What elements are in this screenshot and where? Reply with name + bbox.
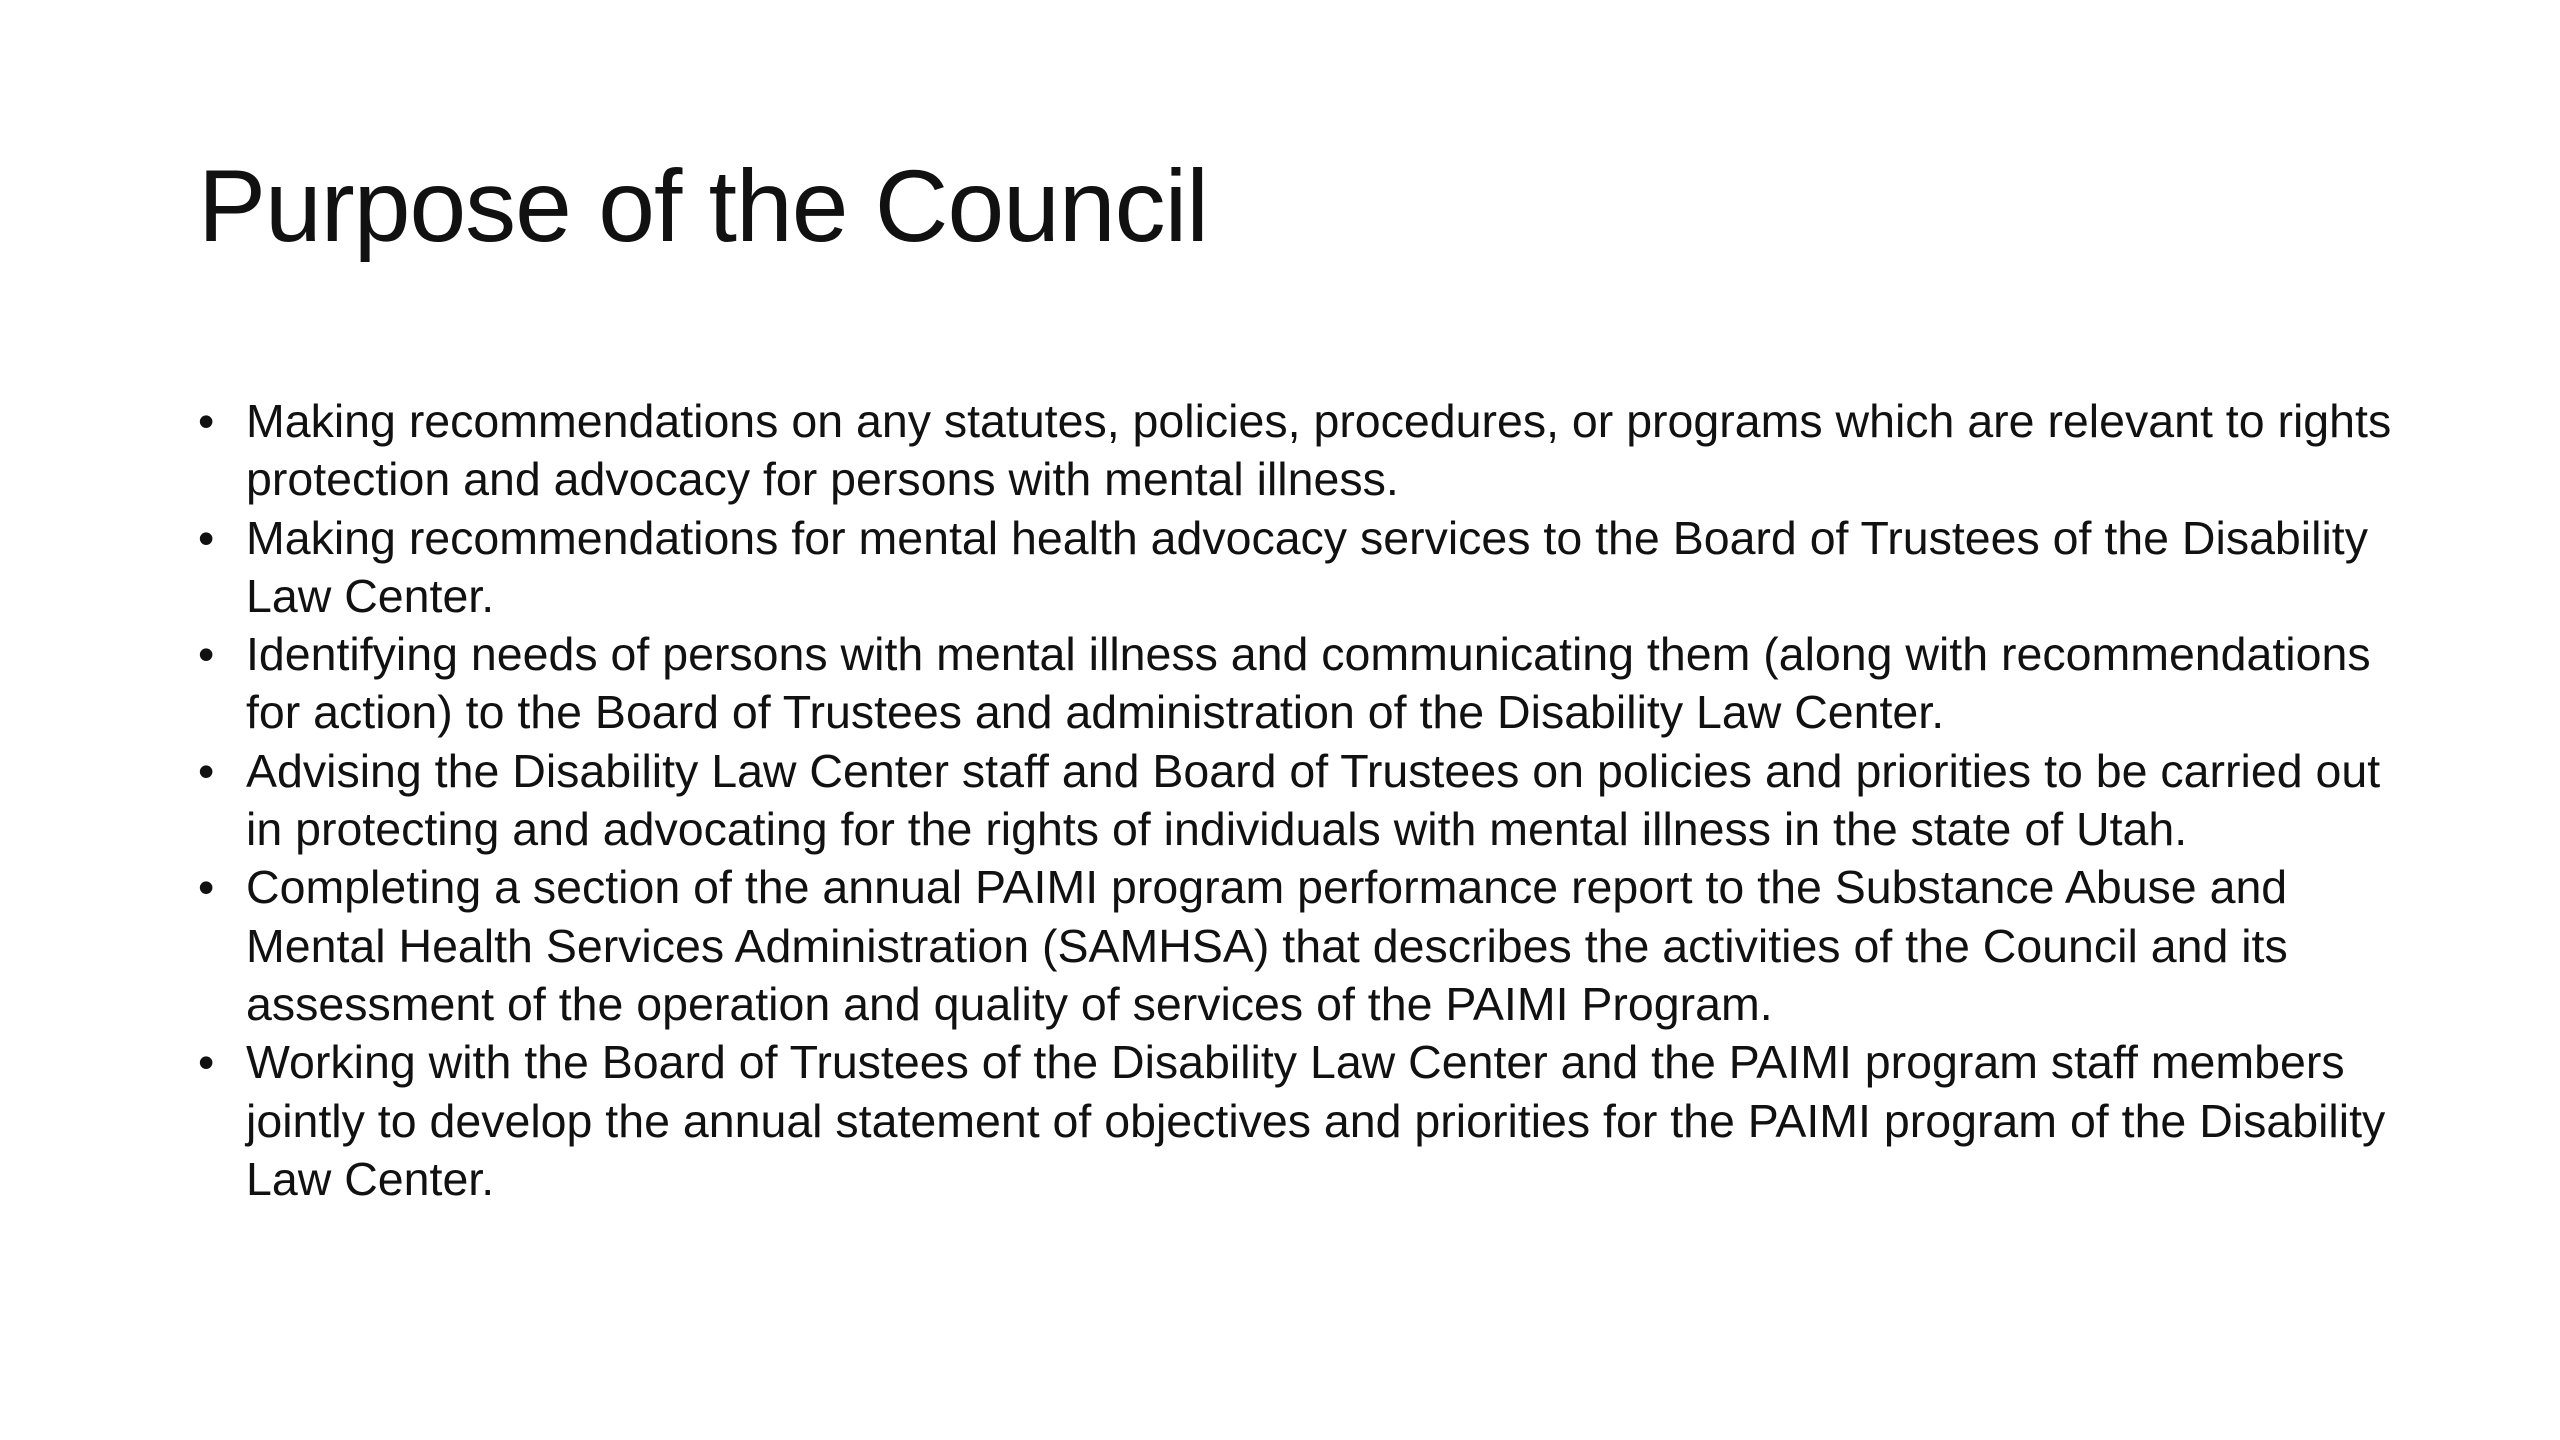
bullet-dot-icon: •	[198, 1036, 215, 1089]
bullet-dot-icon: •	[198, 511, 215, 564]
bullet-dot-icon: •	[198, 628, 215, 681]
bullet-item	[198, 742, 2398, 859]
bullet-text: Making recommendations for mental health advocacy services to the Board of Trustees of the Disability Law Center.	[246, 511, 2368, 622]
bullet-text: Completing a section of the annual PAIMI program performance report to the Substance Abuse and Mental Health Services Administration (SAMHSA) that describes the activities of the Council and its assessment of the operation and quality of services of the PAIMI Program.	[246, 861, 2288, 1030]
bullet-item	[198, 509, 2398, 626]
bullet-text: Advising the Disability Law Center staff and Board of Trustees on policies and priorities to be carried out in protecting and advocating for the rights of individuals with mental illness in the state of Utah.	[246, 744, 2381, 856]
bullet-dot-icon: •	[198, 861, 215, 914]
slide-title: Purpose of the Council	[198, 149, 1208, 263]
bullet-dot-icon: •	[198, 744, 215, 797]
bullet-item	[198, 1033, 2398, 1208]
bullet-dot-icon: •	[198, 395, 215, 447]
bullet-item	[198, 392, 2398, 509]
bullet-item	[198, 858, 2398, 1033]
bullet-list	[198, 392, 2398, 1208]
bullet-text: Making recommendations on any statutes, policies, procedures, or programs which are relevant to rights protection and advocacy for persons with mental illness.	[246, 395, 2392, 506]
bullet-text: Identifying needs of persons with mental illness and communicating them (along with recommendations for action) to the Board of Trustees and administration of the Disability Law Center.	[246, 628, 2371, 739]
bullet-item	[198, 625, 2398, 742]
bullet-text: Working with the Board of Trustees of the Disability Law Center and the PAIMI program staff members jointly to develop the annual statement of objectives and priorities for the PAIMI program of the Disability Law Center.	[246, 1036, 2386, 1205]
